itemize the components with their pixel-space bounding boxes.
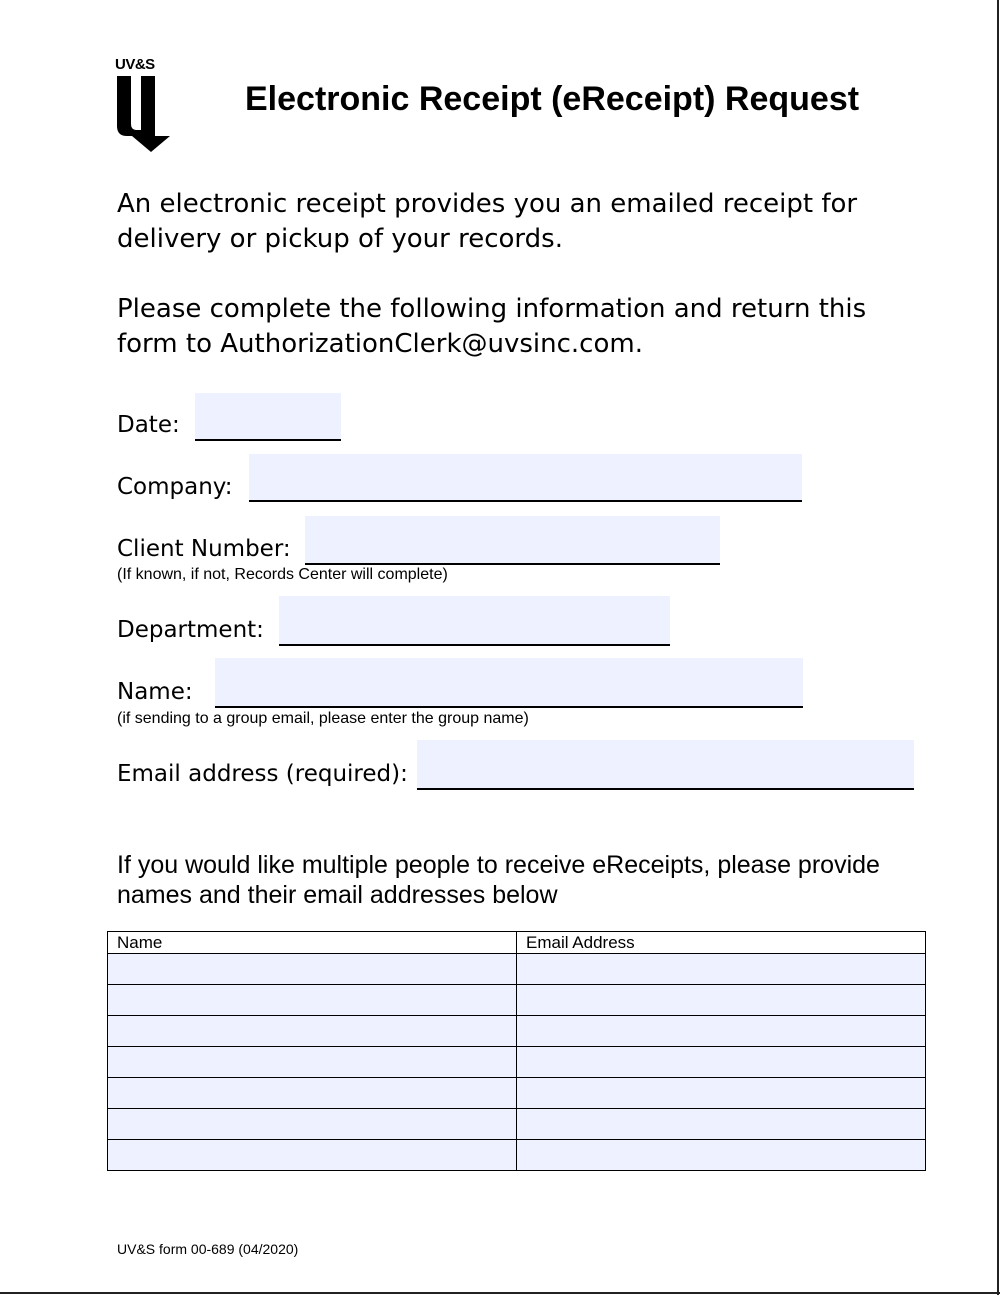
table-row bbox=[108, 985, 926, 1016]
table-row bbox=[108, 1047, 926, 1078]
client-number-hint: (If known, if not, Records Center will complete) bbox=[117, 566, 448, 583]
name-label: Name: bbox=[117, 679, 193, 705]
recipient-email-input[interactable] bbox=[517, 954, 925, 984]
department-field[interactable] bbox=[279, 596, 670, 646]
recipient-email-input[interactable] bbox=[517, 1109, 925, 1139]
recipient-name-input[interactable] bbox=[108, 1016, 516, 1046]
email-cell bbox=[517, 1078, 926, 1109]
recipient-name-input[interactable] bbox=[108, 1109, 516, 1139]
logo-arrow-icon bbox=[113, 56, 175, 154]
client-number-field[interactable] bbox=[305, 516, 720, 565]
department-label: Department: bbox=[117, 617, 264, 643]
email-label: Email address (required): bbox=[117, 761, 408, 787]
recipient-name-input[interactable] bbox=[108, 1140, 516, 1170]
email-cell bbox=[517, 1047, 926, 1078]
table-header-row bbox=[108, 932, 926, 954]
date-label: Date: bbox=[117, 412, 180, 438]
email-cell bbox=[517, 1016, 926, 1047]
name-cell bbox=[108, 1140, 517, 1171]
name-cell bbox=[108, 1109, 517, 1140]
name-cell bbox=[108, 985, 517, 1016]
recipient-name-input[interactable] bbox=[108, 1078, 516, 1108]
name-hint: (if sending to a group email, please enter the group name) bbox=[117, 710, 529, 727]
name-cell bbox=[108, 1047, 517, 1078]
table-row bbox=[108, 1078, 926, 1109]
date-field[interactable] bbox=[195, 393, 341, 441]
table-row bbox=[108, 1140, 926, 1171]
intro-text: An electronic receipt provides you an emailed receipt for delivery or pickup of your records. bbox=[117, 189, 858, 254]
multiple-recipients-text: If you would like multiple people to receive eReceipts, please provide names and their email addresses below bbox=[117, 851, 880, 909]
company-field[interactable] bbox=[249, 454, 802, 502]
recipient-name-input[interactable] bbox=[108, 1047, 516, 1077]
company-label: Company: bbox=[117, 474, 233, 500]
email-cell bbox=[517, 1140, 926, 1171]
logo-text: UV&S bbox=[115, 56, 155, 73]
recipient-email-input[interactable] bbox=[517, 1078, 925, 1108]
name-cell bbox=[108, 954, 517, 985]
client-number-label: Client Number: bbox=[117, 536, 291, 562]
column-header-name: Name bbox=[108, 932, 517, 954]
page-title: Electronic Receipt (eReceipt) Request bbox=[245, 80, 860, 118]
recipient-email-input[interactable] bbox=[517, 1140, 925, 1170]
email-cell bbox=[517, 985, 926, 1016]
recipient-email-input[interactable] bbox=[517, 1016, 925, 1046]
page-border bbox=[997, 0, 999, 1295]
recipient-name-input[interactable] bbox=[108, 954, 516, 984]
uvs-logo bbox=[113, 56, 175, 154]
table-row bbox=[108, 954, 926, 985]
table-row bbox=[108, 1016, 926, 1047]
recipient-name-input[interactable] bbox=[108, 985, 516, 1015]
name-field[interactable] bbox=[215, 658, 803, 708]
recipient-email-input[interactable] bbox=[517, 985, 925, 1015]
email-cell bbox=[517, 954, 926, 985]
email-field[interactable] bbox=[417, 740, 914, 790]
table-row bbox=[108, 1109, 926, 1140]
name-cell bbox=[108, 1078, 517, 1109]
form-footer: UV&S form 00-689 (04/2020) bbox=[117, 1241, 299, 1257]
page-border bbox=[0, 1292, 1000, 1294]
column-header-email: Email Address bbox=[517, 932, 926, 954]
recipients-table bbox=[107, 931, 926, 1171]
email-cell bbox=[517, 1109, 926, 1140]
recipient-email-input[interactable] bbox=[517, 1047, 925, 1077]
instructions-text: Please complete the following information and return this form to AuthorizationClerk@uvsinc.com. bbox=[117, 294, 867, 359]
name-cell bbox=[108, 1016, 517, 1047]
